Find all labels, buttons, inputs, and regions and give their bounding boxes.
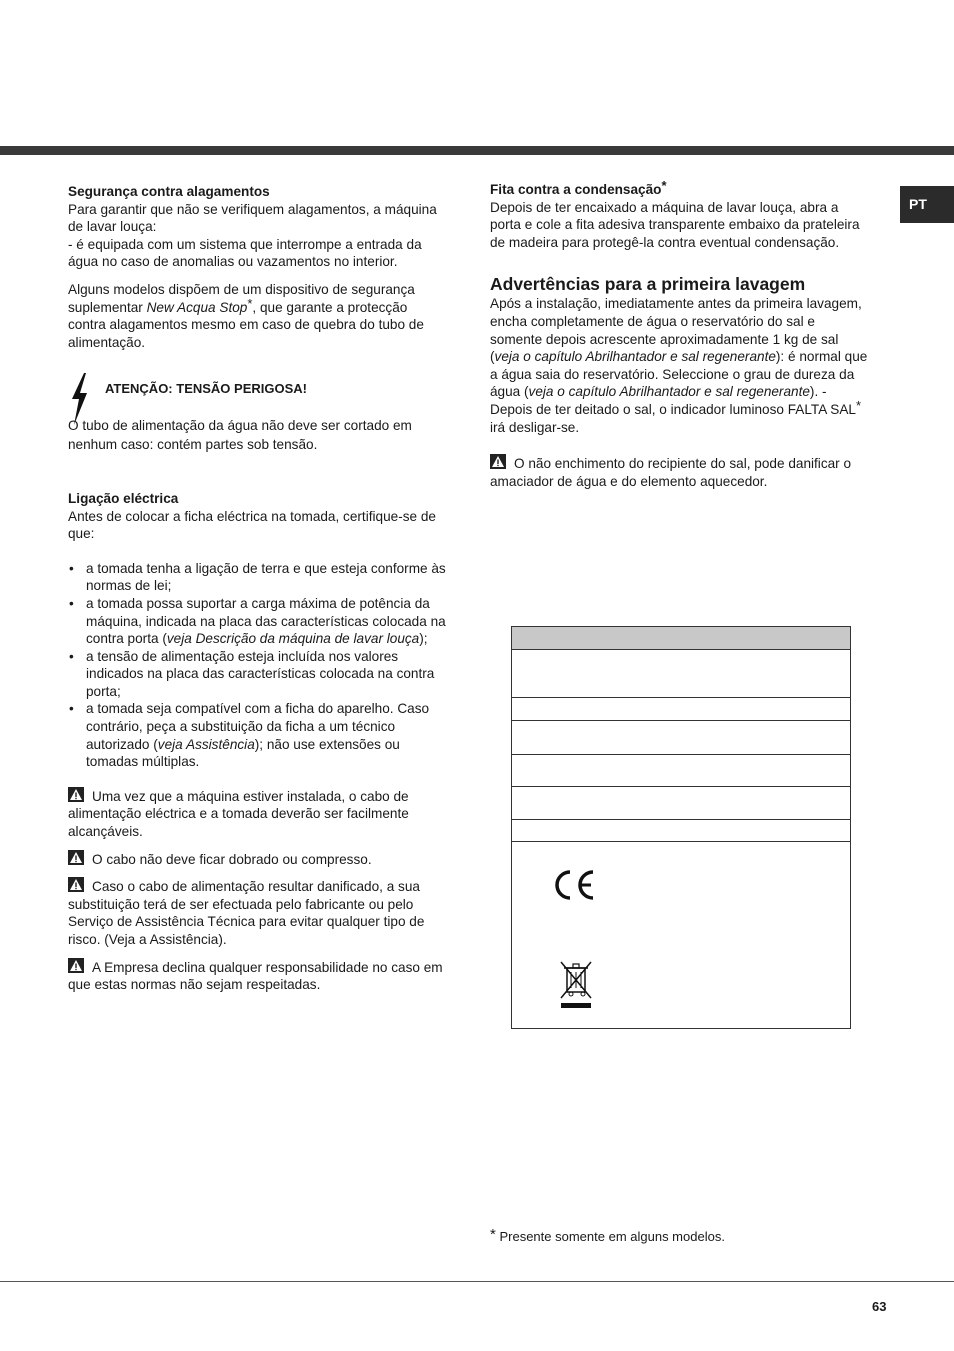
weee-bin-icon bbox=[558, 959, 594, 1011]
warning-paragraph: A Empresa declina qualquer responsabilidade no caso em que estas normas não sejam respeitadas. bbox=[68, 959, 443, 993]
warning-icon bbox=[490, 454, 506, 469]
section-title-flood-safety: Segurança contra alagamentos bbox=[68, 184, 270, 199]
lightning-bolt-icon bbox=[68, 373, 90, 425]
list-item: • a tomada seja compatível com a ficha do aparelho. Caso contrário, peça a substituição da ficha a um técnico autorizado (veja Assistência); não use extensões ou tomadas múltiplas. bbox=[68, 700, 448, 770]
footer-divider bbox=[0, 1281, 954, 1282]
danger-text: O tubo de alimentação da água não deve ser cortado em nenhum caso: contém partes sob tensão. bbox=[68, 417, 412, 452]
warning-paragraph: Uma vez que a máquina estiver instalada, o cabo de alimentação eléctrica e a tomada deverão ser facilmente alcançáveis. bbox=[68, 788, 409, 840]
table-row-divider bbox=[512, 841, 850, 842]
page-number: 63 bbox=[872, 1299, 887, 1314]
warning-icon bbox=[68, 958, 84, 973]
paragraph: Depois de ter encaixado a máquina de lavar louça, abra a porta e cole a fita adesiva transparente embaixo da prateleira de madeira para protegê-la contra eventual condensação. bbox=[490, 199, 860, 250]
ce-mark-icon bbox=[550, 869, 596, 901]
requirements-list bbox=[68, 560, 448, 771]
right-column bbox=[490, 178, 870, 490]
table-row-divider bbox=[512, 819, 850, 820]
paragraph: Para garantir que não se verifiquem alagamentos, a máquina de lavar louça: bbox=[68, 201, 437, 235]
section-title-condensation: Fita contra a condensação* bbox=[490, 178, 667, 197]
table-header bbox=[512, 627, 850, 650]
table-row-divider bbox=[512, 786, 850, 787]
paragraph: - é equipada com um sistema que interrompe a entrada da água no caso de anomalias ou vazamentos no interior. bbox=[68, 236, 422, 270]
table-row-divider bbox=[512, 720, 850, 721]
list-item: • a tomada tenha a ligação de terra e que esteja conforme às normas de lei; bbox=[68, 560, 448, 595]
warning-paragraph: O cabo não deve ficar dobrado ou compresso. bbox=[68, 850, 448, 869]
warning-icon bbox=[68, 787, 84, 802]
warning-icon bbox=[68, 877, 84, 892]
table-row-divider bbox=[512, 754, 850, 755]
paragraph: Após a instalação, imediatamente antes da primeira lavagem, encha completamente de água o reservatório do sal e somente depois acrescente aproximadamente 1 kg de sal (veja o capítulo Abrilhantador e sal regenerante): é normal que a água saia do reservatório. Seleccione o grau de dureza da água (veja o capítulo Abrilhantador e sal regenerante). - Depois de ter deitado o sal, o indicador luminoso FALTA SAL* irá desligar-se. bbox=[490, 296, 868, 435]
language-tab: PT bbox=[900, 186, 954, 223]
warning-paragraph: Caso o cabo de alimentação resultar danificado, a sua substituição terá de ser efectuada pelo fabricante ou pelo Serviço de Assistência Técnica para evitar qualquer tipo de risco. (Veja a Assistência). bbox=[68, 879, 425, 947]
warning-paragraph: O não enchimento do recipiente do sal, pode danificar o amaciador de água e do elemento aquecedor. bbox=[490, 456, 852, 489]
top-bar bbox=[0, 146, 954, 155]
danger-title: ATENÇÃO: TENSÃO PERIGOSA! bbox=[105, 381, 307, 397]
warning-icon bbox=[68, 850, 84, 865]
section-title-first-wash: Advertências para a primeira lavagem bbox=[490, 274, 806, 295]
left-column bbox=[68, 183, 448, 994]
technical-data-table bbox=[511, 626, 851, 1029]
list-item: • a tensão de alimentação esteja incluída nos valores indicados na placa das características colocada na contra porta; bbox=[68, 648, 448, 701]
table-row-divider bbox=[512, 697, 850, 698]
footnote: * Presente somente em alguns modelos. bbox=[490, 1226, 725, 1244]
paragraph: Alguns modelos dispõem de um dispositivo de segurança suplementar New Acqua Stop*, que garante a protecção contra alagamentos mesmo em caso de quebra do tubo de alimentação. bbox=[68, 281, 424, 350]
section-title-electrical: Ligação eléctrica bbox=[68, 490, 179, 506]
list-item: • a tomada possa suportar a carga máxima de potência da máquina, indicada na placa das características colocada na contra porta (veja Descrição da máquina de lavar louça); bbox=[68, 595, 448, 648]
paragraph: Antes de colocar a ficha eléctrica na tomada, certifique-se de que: bbox=[68, 508, 436, 542]
